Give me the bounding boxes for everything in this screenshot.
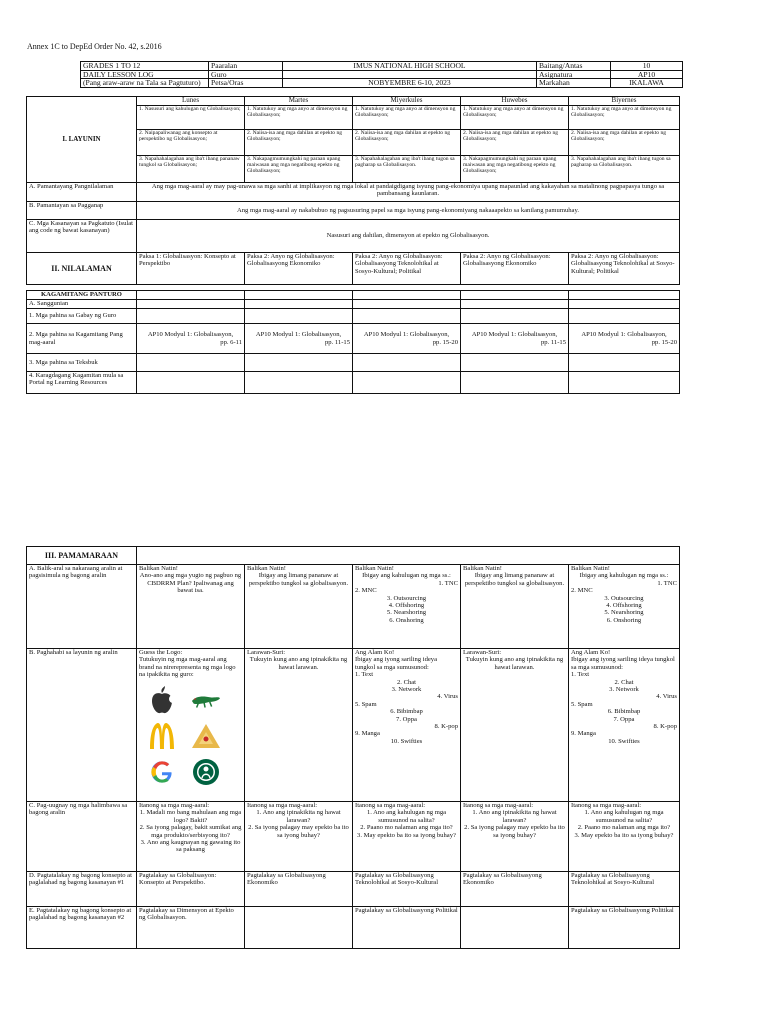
modyul-cell [569, 324, 680, 354]
paghahabi-body: Tutukuyin ng mga mag-aaral ang brand na nirerepresenta ng mga logo na ipakikita ng guro: [139, 656, 236, 679]
term-item: 5. Spam [355, 700, 377, 708]
term-item: 4. Offshoring [388, 602, 425, 610]
question-item: 3. May epekto ba ito sa iyong buhay? [357, 831, 456, 839]
question-item: 2. Sa iyong palagay, bakit sumikat ang mga produkto/serbisyong ito? [139, 824, 242, 839]
objective-cell: 2. Naiisa-isa ang mga dahilan at epekto ng Globalisasyon; [245, 130, 353, 156]
objective-cell: 1. Natutukoy ang mga anyo at dimensyon ng Globalisasyon; [353, 106, 461, 130]
pag-uugnay-cell [353, 802, 461, 872]
balik-aral-body: Ano-ano ang mga yugto ng pagbuo ng CBDRRM Plan? Ipaliwanag ang bawat isa. [139, 572, 242, 595]
kasanayan-text: Nasusuri ang dahilan, dimensyon at epekto ng Globalisasyon. [137, 220, 680, 253]
term-item: 1. TNC [438, 579, 458, 587]
balik-aral-cell [245, 565, 353, 649]
teksbuk-row [27, 354, 680, 372]
modyul-cell [461, 324, 569, 354]
day-miyerkules: Miyerkules [353, 97, 461, 106]
paghahabi-cell [461, 649, 569, 802]
procedure-table [26, 546, 680, 949]
term-item: 5. Nearshoring [604, 609, 644, 617]
paghahabi-head: Larawan-Suri: [247, 649, 286, 656]
grades-label: GRADES 1 TO 12 [81, 62, 209, 71]
question-item: 2. Paano mo nalaman ang mga ito? [577, 824, 671, 832]
pag-uugnay-cell [461, 802, 569, 872]
paghahabi-head: Guess the Logo: [139, 649, 183, 656]
pag-uugnay-head: Itanong sa mga mag-aaral: [355, 802, 426, 809]
paghahabi-body: Ibigay ang iyong sariling ideya tungkol sa mga sumusunod: [355, 656, 438, 671]
term-item: 9. Manga [571, 730, 596, 738]
grade-level-label: Baitang/Antas [537, 62, 611, 71]
question-item: 3. May epekto ba ito sa iyong buhay? [574, 831, 674, 839]
term-item: 2. Chat [396, 678, 417, 686]
pag-uugnay-head: Itanong sa mga mag-aaral: [247, 802, 318, 809]
term-item: 9. Manga [355, 730, 380, 738]
pagtatalakay-2-cell [461, 907, 569, 949]
pagtatalakay-1-cell: Pagtalakay sa Globalisasyong Ekonomiko [245, 872, 353, 907]
date-label: Petsa/Oras [209, 79, 283, 88]
teacher-label: Guro [209, 70, 283, 79]
modyul-text: AP10 Modyul 1: Globalisasyon, [255, 331, 342, 339]
balik-aral-body: Ibigay ang limang pananaw at perspektibo tungkol sa globalisasyon. [464, 572, 565, 587]
objective-cell: 3. Napahahalagahan ang iba't ibang tugon sa pagharap sa Globalisasyon. [569, 156, 680, 183]
pagtatalakay-2-cell: Pagtalakay sa Dimensyon at Epekto ng Globalisasyon. [137, 907, 245, 949]
paghahabi-cell [353, 649, 461, 802]
pagtatalakay-1-cell: Pagtalakay sa Globalisasyong Teknolohikal at Sosyo-Kultural [353, 872, 461, 907]
term-item: 2. MNC [571, 587, 593, 595]
term-item: 5. Spam [571, 700, 593, 708]
objective-cell: 3. Nakapagmumungkahi ng paraan upang maiwasan ang mga negatibong epekto ng Globalisasyon; [461, 156, 569, 183]
balik-aral-cell [353, 565, 461, 649]
pagtatalakay-1-row [27, 872, 680, 907]
teksbuk-label: 3. Mga pahina sa Teksbuk [27, 354, 137, 372]
balik-aral-body: Ibigay ang limang pananaw at perspektibo tungkol sa globalisasyon. [248, 572, 349, 587]
paghahabi-cell [137, 649, 245, 802]
dll-label: DAILY LESSON LOG [81, 70, 209, 79]
term-item: 10. Swifties [390, 737, 423, 745]
objective-cell: 3. Napahahalagahan ang iba't ibang pananaw tungkol sa Globalisasyon; [137, 156, 245, 183]
modyul-label: 2. Mga pahina sa Kagamitang Pang mag-aaral [27, 324, 137, 354]
objective-cell: 3. Napahahalagahan ang iba't ibang tugon sa pagharap sa Globalisasyon. [353, 156, 461, 183]
day-huwebes: Huwebes [461, 97, 569, 106]
nilalaman-cell: Paksa 2: Anyo ng Globalisasyon: Globalisasyong Teknolohikal at Sosyo-Kultural; Politikal [353, 253, 461, 285]
pamantayan-b-row [27, 202, 680, 220]
nilalaman-cell: Paksa 2: Anyo ng Globalisasyon: Globalisasyong Ekonomiko [245, 253, 353, 285]
objective-cell: 1. Natutukoy ang mga anyo at dimensyon ng Globalisasyon; [569, 106, 680, 130]
term-item: 3. Network [609, 686, 639, 694]
days-row [27, 97, 680, 106]
pamamaraan-title: III. PAMAMARAAN [27, 547, 137, 565]
pag-uugnay-label: C. Pag-uugnay ng mga halimbawa sa bagong aralin [27, 802, 137, 872]
kagamitan-title: KAGAMITANG PANTURO [27, 291, 137, 300]
question-item: 1. Ano ang kahulugan ng mga sumusunod na salita? [366, 809, 447, 824]
jollibee-logo-icon [191, 721, 221, 751]
modyul-text: AP10 Modyul 1: Globalisasyon, [147, 331, 234, 339]
lacoste-logo-icon [191, 685, 221, 715]
modyul-pages: pp. 15-20 [651, 338, 677, 346]
term-item: 6. Onshoring [389, 616, 424, 624]
subject-value: AP10 [611, 70, 683, 79]
modyul-row [27, 324, 680, 354]
term-item: 7. Oppa [613, 715, 635, 723]
paghahabi-label: B. Paghahabi sa layunin ng aralin [27, 649, 137, 802]
pagtatalakay-2-cell: Pagtalakay sa Globalisasyong Politikal [569, 907, 680, 949]
modyul-text: AP10 Modyul 1: Globalisasyon, [581, 331, 667, 339]
objective-cell: 2. Naiisa-isa ang mga dahilan at epekto ng Globalisasyon; [461, 130, 569, 156]
pagtatalakay-1-cell: Pagtalakay sa Globalisasyon: Konsepto at Perspektibo. [137, 872, 245, 907]
question-item: 2. Paano mo nalaman ang mga ito? [360, 824, 453, 832]
objective-cell: 1. Natutukoy ang mga anyo at dimensyon ng Globalisasyon; [245, 106, 353, 130]
sanggunian-label: A. Sanggunian [27, 300, 137, 309]
kasanayan-row [27, 220, 680, 253]
header-row-teacher [81, 70, 683, 79]
quarter-label: Markahan [537, 79, 611, 88]
question-item: 1. Ano ang ipinakikita ng hawat larawan? [256, 809, 341, 824]
kagamitan-title-row [27, 291, 680, 300]
balik-aral-row [27, 565, 680, 649]
term-item: 1. Text [571, 671, 590, 679]
date-value: NOBYEMBRE 6-10, 2023 [283, 79, 537, 88]
pag-uugnay-head: Itanong sa mga mag-aaral: [463, 802, 534, 809]
balik-aral-cell [137, 565, 245, 649]
school-label: Paaralan [209, 62, 283, 71]
pagtatalakay-2-cell [245, 907, 353, 949]
balik-aral-head: Balikan Natin! [355, 565, 395, 572]
balik-aral-body: Ibigay ang kahulugan ng mga ss.: [362, 572, 451, 580]
starbucks-logo-icon [191, 757, 221, 787]
teacher-value [283, 70, 537, 79]
question-item: 1. Ano ang kahulugan ng mga sumusunod na salita? [584, 809, 664, 824]
paghahabi-body: Ibigay ang iyong sariling ideya tungkol sa mga sumusunod: [571, 656, 675, 671]
modyul-pages: pp. 6-11 [220, 338, 242, 346]
pagtatalakay-1-label: D. Pagtatalakay ng bagong konsepto at paglalahad ng bagong kasanayan #1 [27, 872, 137, 907]
balik-aral-body: Ibigay ang kahulugan ng mga ss.: [579, 572, 669, 580]
term-item: 4. Virus [656, 693, 677, 701]
term-item: 3. Outsourcing [386, 594, 427, 602]
portal-label: 4. Karagdagang Kagamitan mula sa Portal ng Learning Resources [27, 372, 137, 394]
question-item: 1. Madali mo bang mahulaan ang mga logo? Bakit? [139, 809, 242, 824]
pamantayan-b-text: Ang mga mag-aaral ay nakabubuo ng pagsusuring papel sa mga isyung pang-ekonomiyang nakaaapekto sa kanilang pamumuhay. [137, 202, 680, 220]
objective-cell: 1. Natutukoy ang mga anyo at dimensyon ng Globalisasyon; [461, 106, 569, 130]
pagtatalakay-2-row [27, 907, 680, 949]
term-item: 10. Swifties [608, 737, 640, 745]
paghahabi-head: Ang Alam Ko! [571, 649, 611, 656]
modyul-cell [137, 324, 245, 354]
annex-reference: Annex 1C to DepEd Order No. 42, s.2016 [27, 42, 162, 51]
term-item: 6. Bibimbap [390, 708, 423, 716]
term-item: 8. K-pop [434, 723, 458, 731]
header-row-school [81, 62, 683, 71]
term-item: 3. Outsourcing [604, 594, 644, 602]
layunin-title: I. LAYUNIN [27, 97, 137, 183]
modyul-cell [353, 324, 461, 354]
modyul-text: AP10 Modyul 1: Globalisasyon, [471, 331, 558, 339]
pag-uugnay-cell [245, 802, 353, 872]
pagtatalakay-2-cell: Pagtalakay sa Globalisasyong Politikal [353, 907, 461, 949]
kasanayan-label: C. Mga Kasanayan sa Pagkatuto (Isulat ang code ng bawat kasanayan) [27, 220, 137, 253]
nilalaman-cell: Paksa 2: Anyo ng Globalisasyon: Globalisasyong Ekonomiko [461, 253, 569, 285]
mcdonalds-logo-icon [147, 721, 177, 751]
day-martes: Martes [245, 97, 353, 106]
term-item: 2. MNC [355, 587, 377, 595]
paghahabi-head: Ang Alam Ko! [355, 649, 395, 656]
apple-logo-icon [147, 685, 177, 715]
term-item: 7. Oppa [396, 715, 417, 723]
term-item: 4. Virus [437, 693, 458, 701]
grade-level-value: 10 [611, 62, 683, 71]
pag-uugnay-row [27, 802, 680, 872]
question-item: 1. Ano ang ipinakikita ng hawat larawan? [472, 809, 557, 824]
modyul-cell [245, 324, 353, 354]
term-item: 6. Onshoring [606, 616, 642, 624]
question-item: 2. Sa iyong palagay may epekto ba ito sa iyong buhay? [248, 824, 349, 839]
balik-aral-cell [461, 565, 569, 649]
pamamaraan-blank [137, 547, 680, 565]
term-item: 2. Chat [614, 678, 634, 686]
pag-uugnay-cell [137, 802, 245, 872]
question-item: 3. Ano ang kaugnayan ng gawaing ito sa paksang [140, 839, 241, 854]
pag-uugnay-head: Itanong sa mga mag-aaral: [139, 802, 210, 809]
pamantayan-b-label: B. Pamantayan sa Pagganap [27, 202, 137, 220]
term-item: 5. Nearshoring [386, 609, 427, 617]
paghahabi-row [27, 649, 680, 802]
paghahabi-cell [245, 649, 353, 802]
header-row-date [81, 79, 683, 88]
pagtatalakay-2-label: E. Pagtatalakay ng bagong konsepto at paglalahad ng bagong kasanayan #2 [27, 907, 137, 949]
pagtatalakay-1-cell: Pagtalakay sa Globalisasyong Ekonomiko [461, 872, 569, 907]
nilalaman-cell: Paksa 1: Globalisasyon: Konsepto at Perspektibo [137, 253, 245, 285]
pag-uugnay-head: Itanong sa mga mag-aaral: [571, 802, 642, 809]
term-item: 3. Network [391, 686, 422, 694]
objective-cell: 2. Naiisa-isa ang mga dahilan at epekto ng Globalisasyon; [569, 130, 680, 156]
pamamaraan-title-row [27, 547, 680, 565]
paghahabi-body: Tukuyin kung ano ang ipinakikita ng hawat larawan. [465, 656, 564, 671]
question-item: 2. Sa iyong palagay may epekto ba ito sa iyong buhay? [464, 824, 565, 839]
balik-aral-cell [569, 565, 680, 649]
logo-grid [147, 685, 242, 787]
portal-row [27, 372, 680, 394]
paghahabi-head: Larawan-Suri: [463, 649, 502, 656]
term-item: 1. TNC [657, 579, 677, 587]
balik-aral-head: Balikan Natin! [247, 565, 287, 572]
modyul-text: AP10 Modyul 1: Globalisasyon, [363, 331, 450, 339]
modyul-pages: pp. 11-15 [540, 338, 566, 346]
objective-cell: 3. Nakapagmumungkahi ng paraan upang maiwasan ang mga negatibong epekto ng Globalisasyon; [245, 156, 353, 183]
balik-aral-label: A. Balik-aral sa nakaraang aralin at pagsisimula ng bagong aralin [27, 565, 137, 649]
sanggunian-row [27, 300, 680, 309]
day-lunes: Lunes [137, 97, 245, 106]
paghahabi-cell [569, 649, 680, 802]
pagtatalakay-1-cell: Pagtalakay sa Globalisasyong Teknolohikal at Sosyo-Kultural [569, 872, 680, 907]
gabay-row [27, 309, 680, 324]
balik-aral-head: Balikan Natin! [463, 565, 503, 572]
term-item: 8. K-pop [653, 723, 677, 731]
term-item: 6. Bibimbap [607, 708, 641, 716]
pag-uugnay-cell [569, 802, 680, 872]
term-item: 4. Offshoring [606, 602, 642, 610]
google-logo-icon [147, 757, 177, 787]
nilalaman-row [27, 253, 680, 285]
quarter-value: IKALAWA [611, 79, 683, 88]
objective-cell: 1. Nasusuri ang kahulugan ng Globalisasyon; [137, 106, 245, 130]
objective-cell: 2. Naipapaliwanag ang konsepto at perspektibo ng Globalisasyon; [137, 130, 245, 156]
subject-label: Asignatura [537, 70, 611, 79]
balik-aral-head: Balikan Natin! [139, 565, 179, 572]
modyul-pages: pp. 15-20 [432, 338, 458, 346]
objectives-table [26, 96, 680, 394]
dll-subtitle: (Pang araw-araw na Tala sa Pagtuturo) [81, 79, 209, 88]
nilalaman-title: II. NILALAMAN [27, 253, 137, 285]
modyul-pages: pp. 11-15 [324, 338, 350, 346]
school-value: IMUS NATIONAL HIGH SCHOOL [283, 62, 537, 71]
day-biyernes: Biyernes [569, 97, 680, 106]
objective-cell: 2. Naiisa-isa ang mga dahilan at epekto ng Globalisasyon; [353, 130, 461, 156]
gabay-label: 1. Mga pahina sa Gabay ng Guro [27, 309, 137, 324]
term-item: 1. Text [355, 671, 374, 679]
pamantayan-a-row [27, 183, 680, 202]
nilalaman-cell: Paksa 2: Anyo ng Globalisasyon: Globalisasyong Teknolohikal at Sosyo-Kultural; Politikal [569, 253, 680, 285]
paghahabi-body: Tukuyin kung ano ang ipinakikita ng hawat larawan. [249, 656, 348, 671]
balik-aral-head: Balikan Natin! [571, 565, 611, 572]
header-table [80, 61, 683, 88]
pamantayan-a-text: Ang mga mag-aaral ay may pag-unawa sa mga sanhi at implikasyon ng mga lokal at pandaigdigang isyung pang-ekonomiya upang mapaunlad ang kakayahan sa matalinong pagpapasya tungo sa pambansang kaunlaran. [137, 183, 680, 202]
pamantayan-a-label: A. Pamantayang Pangnilalaman [27, 183, 137, 202]
